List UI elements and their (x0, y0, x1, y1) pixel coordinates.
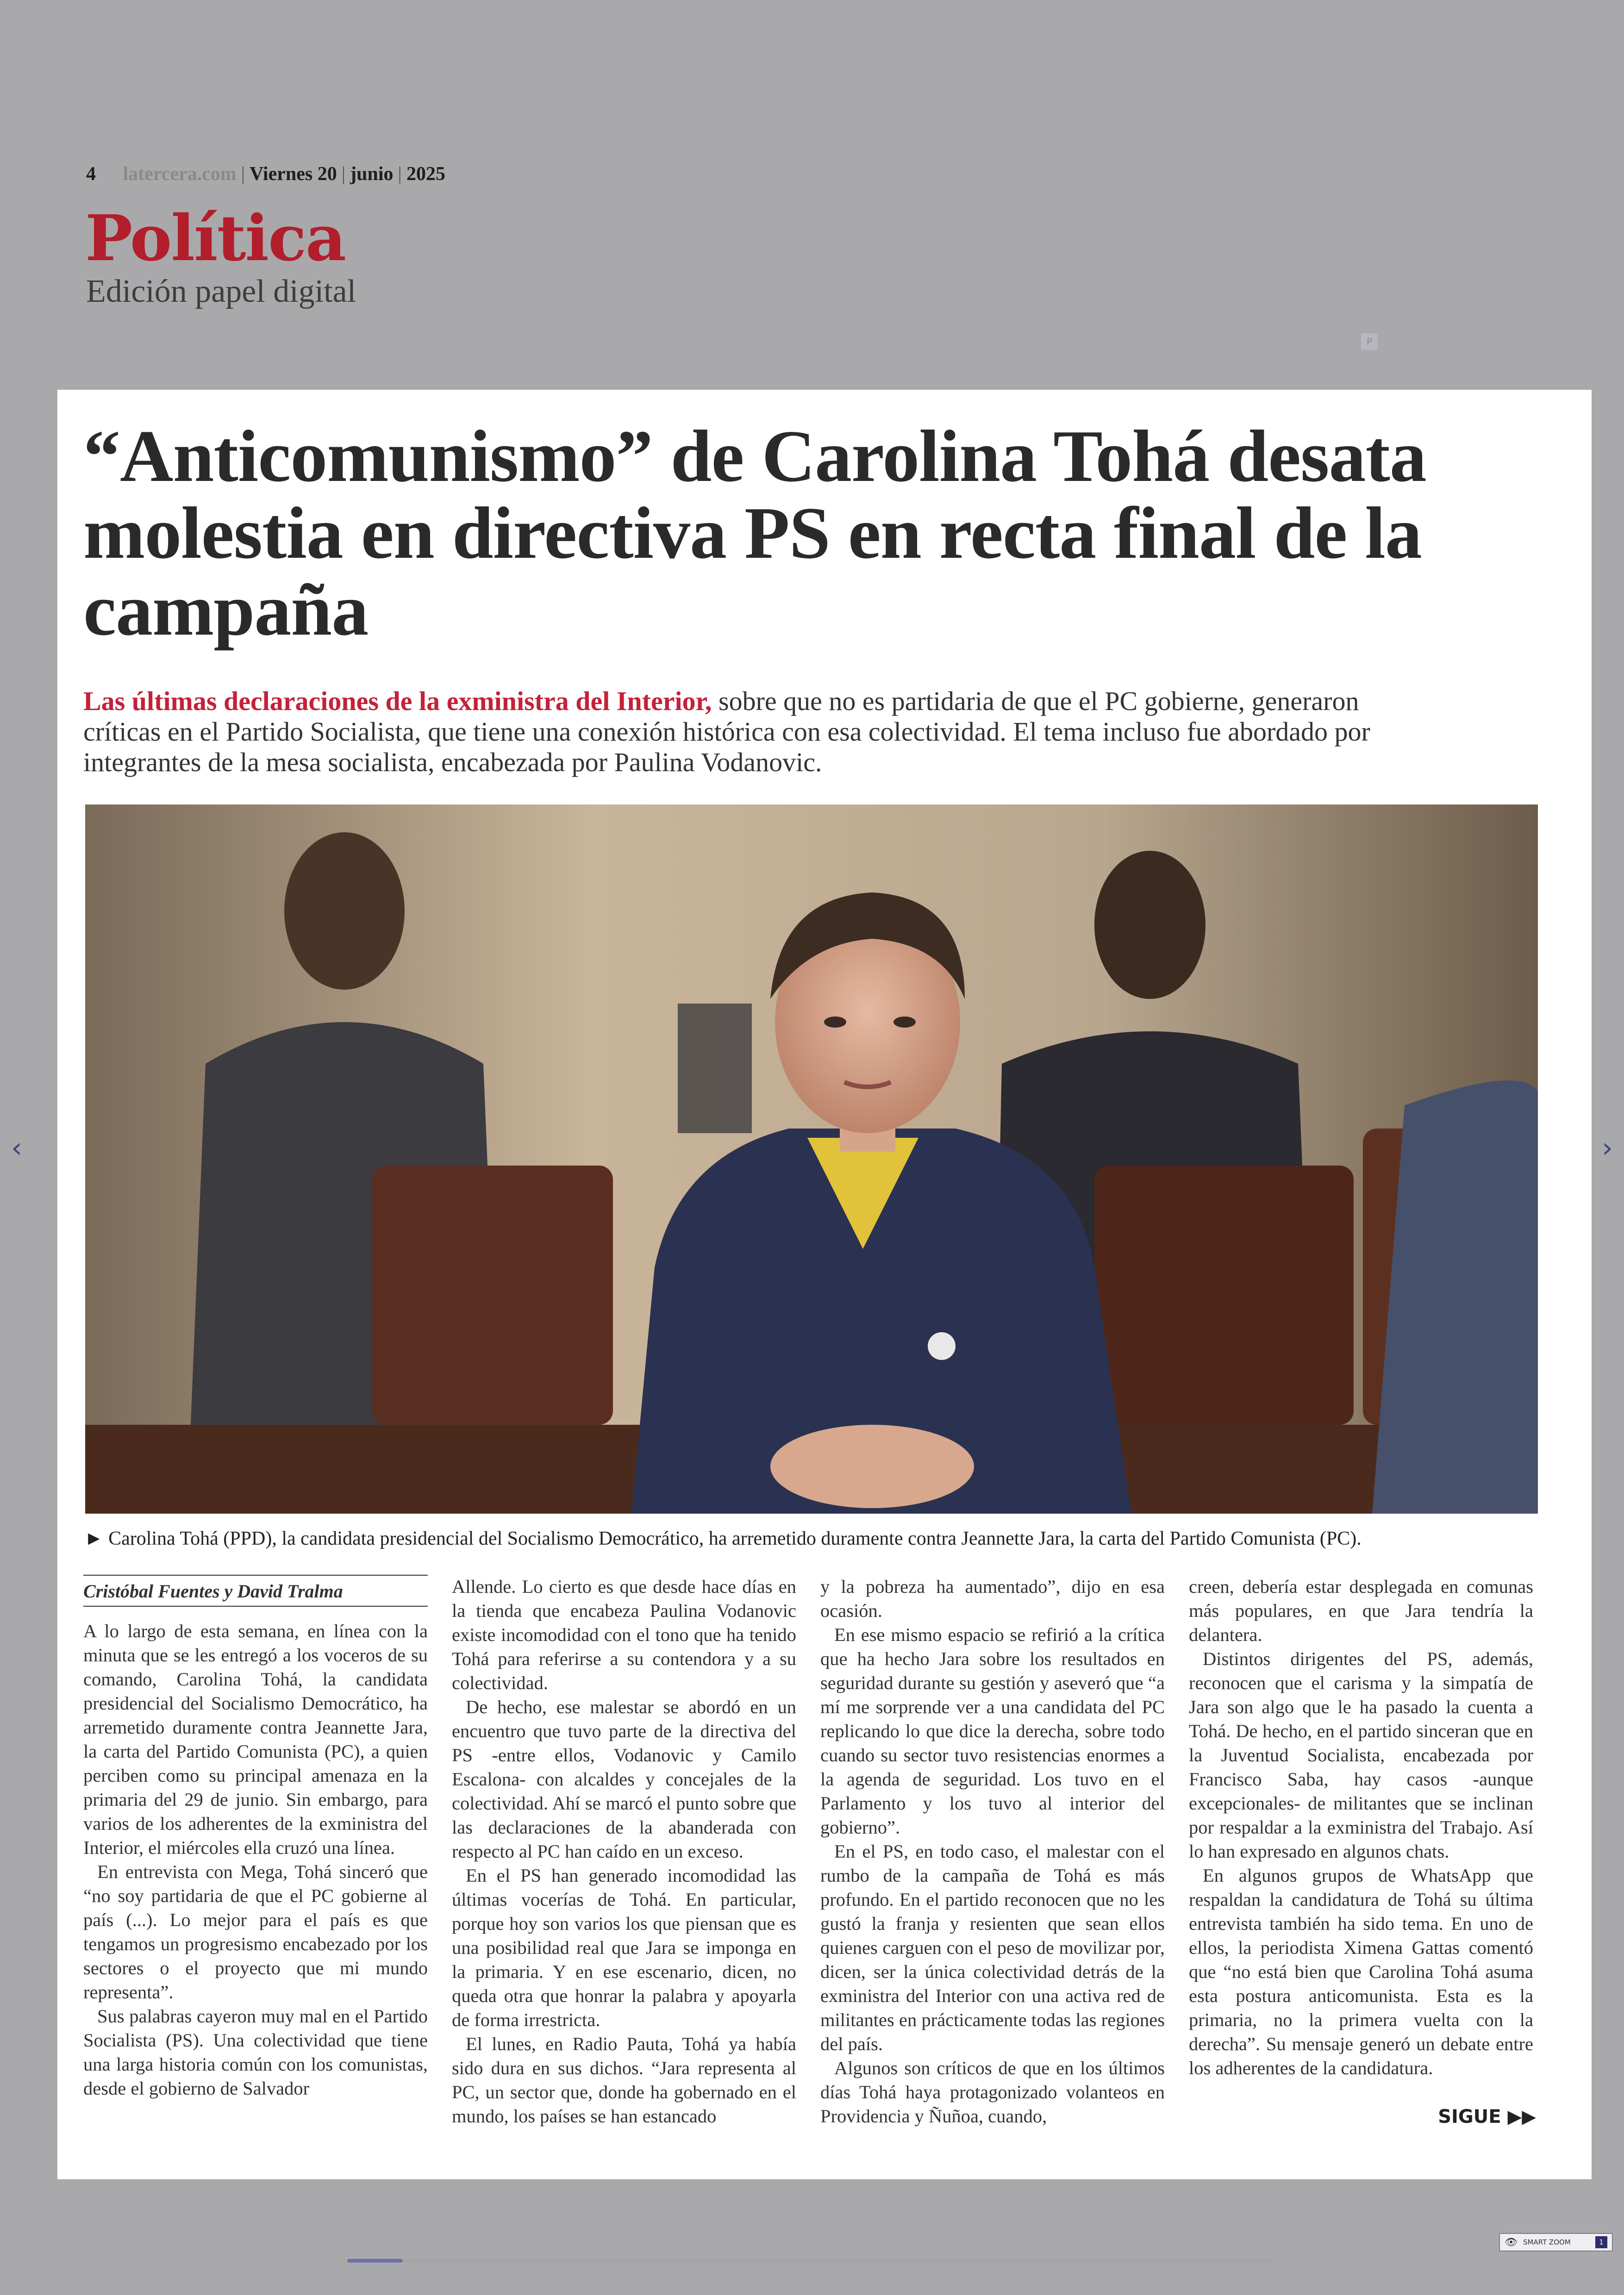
page-badge: 1 (1595, 2236, 1607, 2248)
paragraph: Sus palabras cayeron muy mal en el Partido Socialista (PS). Una colectividad que tiene una larga historia común con los comunistas, desde el gobierno de Salvador (83, 2006, 428, 2099)
header-year: 2025 (406, 163, 445, 185)
lead-text: sobre que no es partidaria de que el PC gobierne, generaron críticas en el Partido Socialista, que tiene una conexión histórica con esa colectividad. El tema incluso fue abordado por integrantes de la mesa socialista, encabezada por Paulina Vodanovic. (83, 686, 1370, 777)
byline: Cristóbal Fuentes y David Tralma (83, 1575, 428, 1607)
paragraph: El lunes, en Radio Pauta, Tohá ya había sido dura en sus dichos. “Jara representa al PC, un sector que, donde ha gobernado en el mundo, los países se han estancado (452, 2033, 796, 2127)
paragraph: En el PS, en todo caso, el malestar con el rumbo de la campaña de Tohá es más profundo. En el partido reconocen que no les gustó la franja y resienten que sean ellos quienes carguen con el peso de movilizar por, dicen, ser la única colectividad detrás de la exministra del Interior con una activa red de militantes en prácticamente todas las regiones del país. (820, 1841, 1165, 2054)
smart-zoom-label: SMART ZOOM (1523, 2238, 1571, 2246)
eye-icon: 👁 (1505, 2236, 1518, 2248)
edition-subtitle: Edición papel digital (86, 274, 356, 309)
section-title: Política (85, 201, 346, 275)
chevron-left-icon[interactable]: ‹ (11, 1132, 22, 1164)
page-header: 4 latercera.com | Viernes 20 | junio | 2025 (86, 163, 445, 185)
newspaper-page (57, 390, 1592, 2179)
header-day: Viernes 20 (250, 163, 337, 185)
header-month: junio (350, 163, 394, 185)
paragraph: En el PS han generado incomodidad las últimas vocerías de Tohá. En particular, porque hoy son varios los que piensan que es una posibilidad real que Jara se imponga en la primaria. Y en ese escenario, dicen, no queda otra que honrar la palabra y apoyarla de forma irrestricta. (452, 1865, 796, 2030)
article-column-2 (452, 1575, 796, 2128)
article-lead (83, 686, 1426, 778)
page-progress-bar[interactable] (347, 2259, 1273, 2263)
paragraph: Algunos son críticos de que en los últimos días Tohá haya protagonizado volanteos en Providencia y Ñuñoa, cuando, (820, 2058, 1165, 2127)
paragraph: De hecho, ese malestar se abordó en un encuentro que tuvo parte de la directiva del PS -entre ellos, Vodanovic y Camilo Escalona- con alcaldes y concejales de la colectividad. Ahí se marcó el punto sobre que las declaraciones de la abanderada con respecto al PC han caído en un exceso. (452, 1696, 796, 1862)
smart-zoom-button[interactable] (1499, 2233, 1613, 2251)
article-photo (85, 804, 1538, 1514)
paragraph: En ese mismo espacio se refirió a la crítica que ha hecho Jara sobre los resultados en seguridad durante su gestión y aseveró que “a mí me sorprende ver a una candidata del PC replicando lo que dice la derecha, sobre todo cuando su sector tuvo resistencias enormes a la agenda de seguridad. Los tuvo en el Parlamento y los tuvo al interior del gobierno”. (820, 1624, 1165, 1838)
photo-caption: ► Carolina Tohá (PPD), la candidata presidencial del Socialismo Democrático, ha arremetido duramente contra Jeannette Jara, la carta del Partido Comunista (PC). (84, 1528, 1362, 1549)
paragraph: Allende. Lo cierto es que desde hace días en la tienda que encabeza Paulina Vodanovic existe incomodidad con el tono que ha tenido Tohá para referirse a su contendora y a su colectividad. (452, 1576, 796, 1693)
paragraph: En algunos grupos de WhatsApp que respaldan la candidatura de Tohá su última entrevista también ha sido tema. En uno de ellos, la periodista Ximena Gattas comentó que “no está bien que Carolina Tohá asuma esta postura anticomunista. Esta es la primaria, no la primera vuelta con la derecha”. Su mensaje generó un debate entre los adherentes de la candidatura. (1189, 1865, 1533, 2078)
page-progress-fill (347, 2259, 403, 2263)
lead-highlight: Las últimas declaraciones de la exministra del Interior, (83, 686, 712, 716)
paragraph: y la pobreza ha aumentado”, dijo en esa ocasión. (820, 1576, 1165, 1621)
article-column-3 (820, 1575, 1165, 2128)
paragraph: Distintos dirigentes del PS, además, reconocen que el carisma y la simpatía de Jara son algo que le ha pasado la cuenta a Tohá. De hecho, en el partido sinceran que en la Juventud Socialista, encabezada por Francisco Saba, hay casos -aunque excepcionales- de militantes que se inclinan por respaldar a la exministra del Trabajo. Así lo han expresado en algunos chats. (1189, 1648, 1533, 1862)
paragraph: A lo largo de esta semana, en línea con la minuta que se les entregó a los voceros de su comando, Carolina Tohá, la candidata presidencial del Socialismo Democrático, ha arremetido duramente contra Jeannette Jara, la carta del Partido Comunista (PC), a quien perciben como su principal amenaza en la primaria del 29 de junio. Sin embargo, para varios de los adherentes de la exministra del Interior, el miércoles ella cruzó una línea. (83, 1621, 428, 1858)
continue-link[interactable]: SIGUE ▶▶ (1438, 2106, 1536, 2127)
chevron-right-icon[interactable]: › (1602, 1132, 1613, 1164)
article-headline: “Anticomunismo” de Carolina Tohá desata molestia en directiva PS en recta final de la campaña (83, 415, 1426, 651)
page-number: 4 (86, 163, 96, 185)
paragraph: creen, debería estar desplegada en comunas más populares, en que Jara tendría la delantera. (1189, 1576, 1533, 1645)
page-marker[interactable]: P (1361, 333, 1378, 350)
article-column-4 (1189, 1575, 1533, 2080)
paragraph: En entrevista con Mega, Tohá sinceró que “no soy partidaria de que el PC gobierne al país (...). Lo mejor para el país es que tengamos un progresismo encabezado por los sectores o el proyecto que mi mundo representa”. (83, 1861, 428, 2002)
article-column-1 (83, 1619, 428, 2101)
site-name: latercera.com (123, 163, 237, 185)
